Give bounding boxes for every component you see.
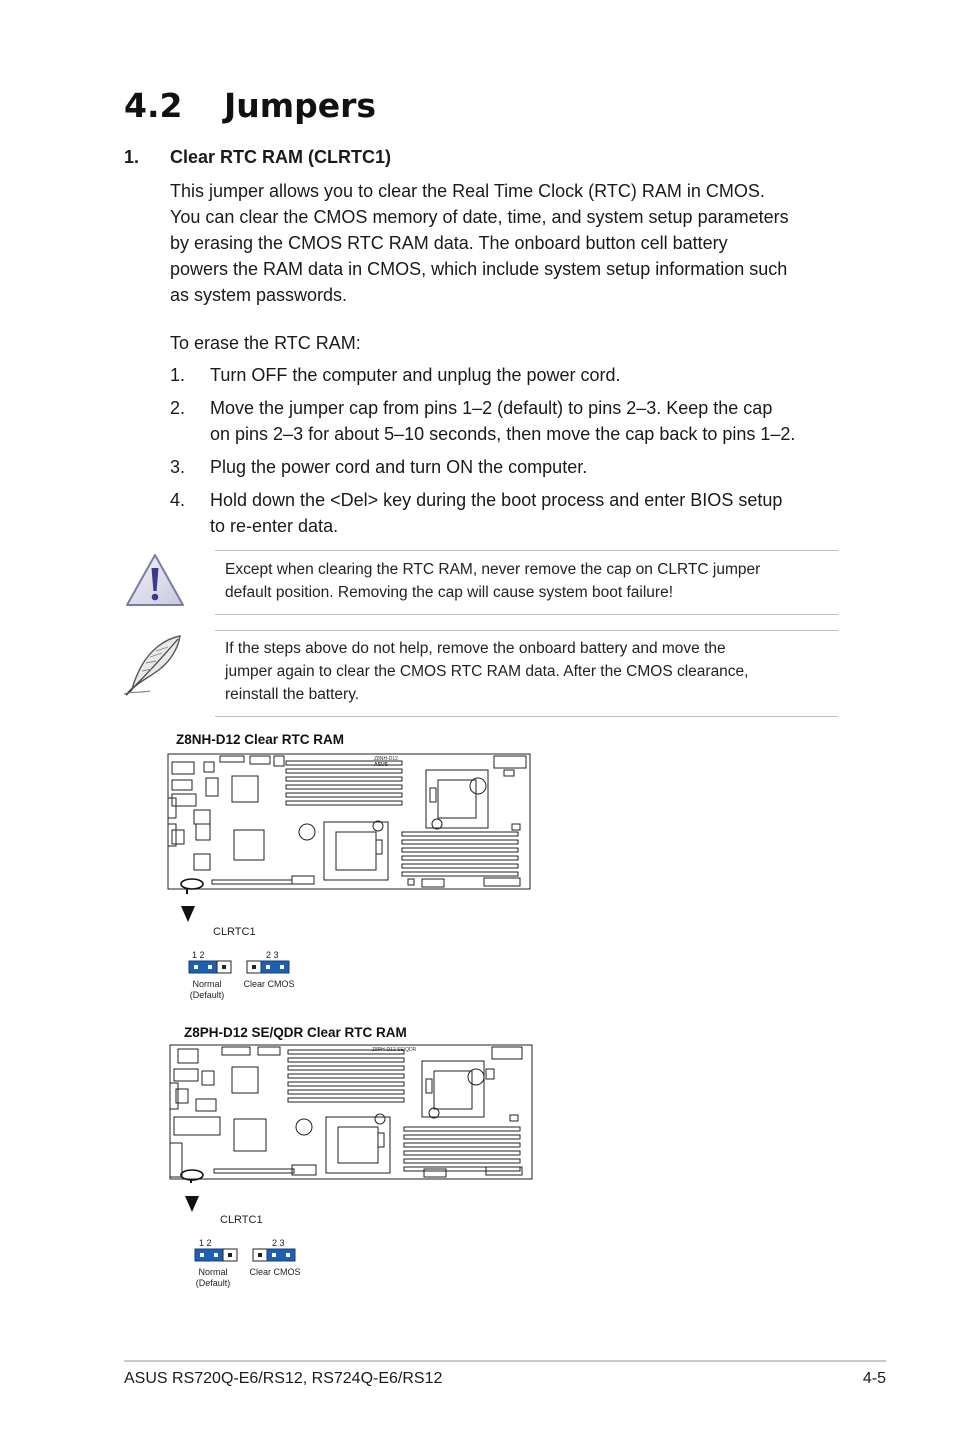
step-text <box>210 395 850 447</box>
description-line: You can clear the CMOS memory of date, time, and system setup parameters <box>170 207 789 227</box>
arrow-down-icon <box>184 1196 200 1216</box>
pin-numbers-clear: 2 3 <box>266 950 279 960</box>
normal-label <box>180 979 234 1001</box>
description-line: as system passwords. <box>170 285 348 305</box>
footer-page-number: 4-5 <box>862 1370 886 1387</box>
default-text: (Default) <box>195 1278 231 1288</box>
board-label: Z8PH-D12 SE/QDR <box>372 1047 417 1053</box>
caution-line: Except when clearing the RTC RAM, never remove the cap on CLRTC jumper <box>225 561 761 578</box>
step-line: Plug the power cord and turn ON the computer. <box>210 457 588 477</box>
step-number: 3. <box>170 457 186 477</box>
caution-text <box>225 558 837 604</box>
note-line: jumper again to clear the CMOS RTC RAM data. After the CMOS clearance, <box>225 663 749 680</box>
jumper-label: CLRTC1 <box>220 1214 263 1226</box>
note-bottom-rule <box>215 716 838 717</box>
note-line: If the steps above do not help, remove the onboard battery and move the <box>225 640 726 657</box>
description-line: powers the RAM data in CMOS, which include system setup information such <box>170 259 788 279</box>
step-text <box>210 454 850 480</box>
clear-cmos-label: Clear CMOS <box>243 979 295 989</box>
jumper-clear-cmos-icon <box>246 960 290 974</box>
step-number: 4. <box>170 490 186 510</box>
footer-product: ASUS RS720Q-E6/RS12, RS724Q-E6/RS12 <box>124 1370 443 1387</box>
board-label: Z8NH-D12 <box>374 756 398 762</box>
warning-triangle-icon <box>124 552 186 608</box>
section-number: 4.2 <box>124 86 183 125</box>
description-line: This jumper allows you to clear the Real Time Clock (RTC) RAM in CMOS. <box>170 181 765 201</box>
arrow-down-icon <box>180 906 196 926</box>
caution-bottom-rule <box>215 614 838 615</box>
motherboard-layout-z8nh <box>164 752 534 894</box>
board-brand: ASUS <box>374 762 388 768</box>
caution-line: default position. Removing the cap will cause system boot failure! <box>225 584 674 601</box>
diagram-title: Z8NH-D12 Clear RTC RAM <box>176 732 345 747</box>
jumper-clear-cmos-icon <box>252 1248 296 1262</box>
step-number: 1. <box>170 365 186 385</box>
section-title: Jumpers <box>224 86 377 125</box>
jumper-label: CLRTC1 <box>213 926 256 938</box>
step-line: to re-enter data. <box>210 516 339 536</box>
step-line: on pins 2–3 for about 5–10 seconds, then move the cap back to pins 1–2. <box>210 424 796 444</box>
step-text <box>210 362 850 388</box>
step-line: Hold down the <Del> key during the boot process and enter BIOS setup <box>210 490 783 510</box>
diagram-title: Z8PH-D12 SE/QDR Clear RTC RAM <box>184 1025 407 1040</box>
item-description <box>170 178 850 308</box>
default-text: (Default) <box>189 990 225 1000</box>
note-text <box>225 637 837 706</box>
jumper-normal-icon <box>194 1248 238 1262</box>
item-number: 1. <box>124 147 140 167</box>
normal-label <box>186 1267 240 1289</box>
description-line: by erasing the CMOS RTC RAM data. The onboard button cell battery <box>170 233 728 253</box>
caution-top-rule <box>215 550 838 551</box>
item-title: Clear RTC RAM (CLRTC1) <box>170 147 392 167</box>
jumper-normal-icon <box>188 960 232 974</box>
motherboard-layout-z8ph <box>166 1043 536 1183</box>
note-top-rule <box>215 630 838 631</box>
steps-intro: To erase the RTC RAM: <box>170 333 361 353</box>
footer-rule <box>124 1360 886 1362</box>
feather-quill-icon <box>120 633 188 697</box>
step-line: Turn OFF the computer and unplug the power cord. <box>210 365 621 385</box>
note-line: reinstall the battery. <box>225 686 360 703</box>
pin-numbers-clear: 2 3 <box>272 1238 285 1248</box>
normal-text: Normal <box>192 979 222 989</box>
step-text <box>210 487 850 539</box>
section-heading <box>124 86 376 125</box>
step-line: Move the jumper cap from pins 1–2 (default) to pins 2–3. Keep the cap <box>210 398 773 418</box>
pin-numbers-normal: 1 2 <box>192 950 205 960</box>
normal-text: Normal <box>198 1267 228 1277</box>
clear-cmos-label: Clear CMOS <box>249 1267 301 1277</box>
step-number: 2. <box>170 398 186 418</box>
pin-numbers-normal: 1 2 <box>199 1238 212 1248</box>
